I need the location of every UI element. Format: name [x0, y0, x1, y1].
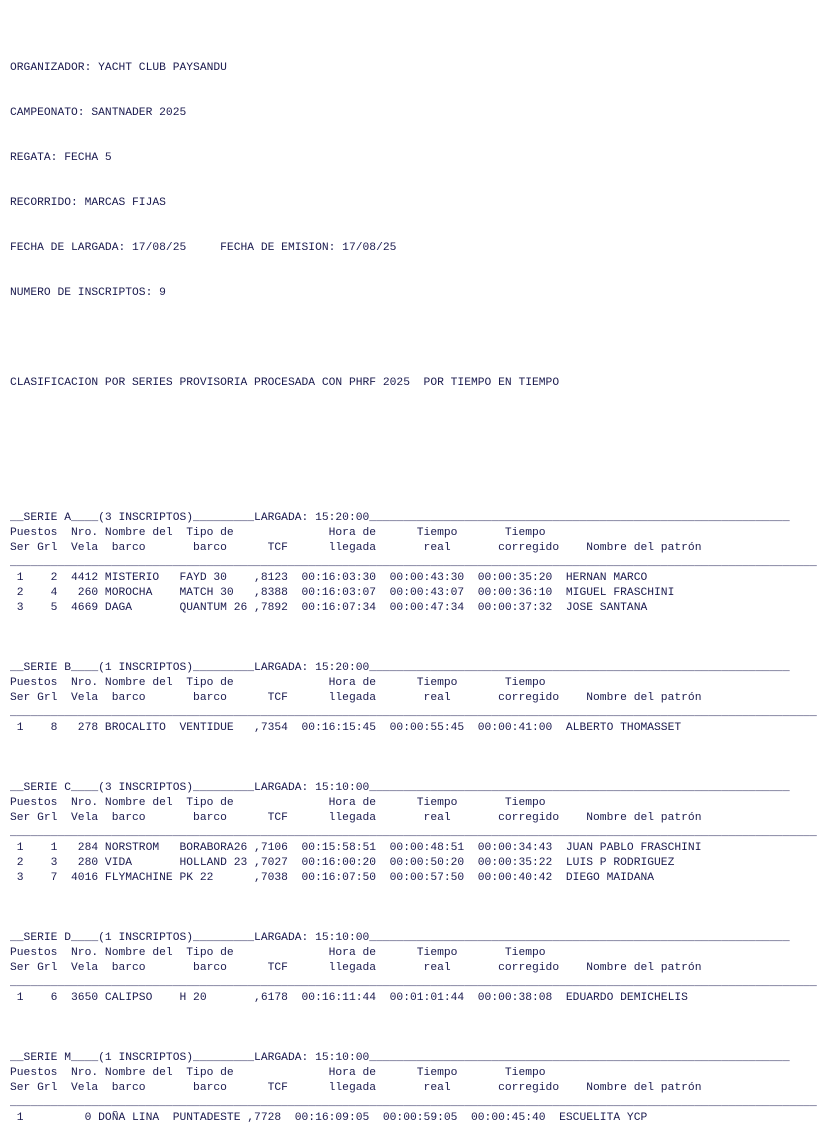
- column-header-line2: Ser Grl Vela barco barco TCF llegada real corregido Nombre del patrón: [10, 542, 702, 554]
- organizer-line: ORGANIZADOR: YACHT CLUB PAYSANDU: [10, 62, 227, 74]
- championship-line: CAMPEONATO: SANTNADER 2025: [10, 107, 187, 119]
- entries-count-line: NUMERO DE INSCRIPTOS: 9: [10, 287, 166, 299]
- series-block: [10, 661, 837, 781]
- spacer: [10, 466, 837, 481]
- column-header-line1: Puestos Nro. Nombre del Tipo de Hora de Tiempo Tiempo: [10, 797, 546, 809]
- series-block: [10, 931, 837, 1051]
- column-header-line2: Ser Grl Vela barco barco TCF llegada real corregido Nombre del patrón: [10, 812, 702, 824]
- spacer: [10, 766, 837, 781]
- spacer: [10, 736, 837, 751]
- classification-line: CLASIFICACION POR SERIES PROVISORIA PROCESADA CON PHRF 2025 POR TIEMPO EN TIEMPO: [10, 377, 560, 389]
- rule-line: _______________________________________________________________________________________________________________________: [10, 977, 817, 989]
- dates-line: FECHA DE LARGADA: 17/08/25 FECHA DE EMISION: 17/08/25: [10, 242, 397, 254]
- spacer: [10, 331, 837, 346]
- column-header-line1: Puestos Nro. Nombre del Tipo de Hora de Tiempo Tiempo: [10, 947, 546, 959]
- column-header-line2: Ser Grl Vela barco barco TCF llegada real corregido Nombre del patrón: [10, 962, 702, 974]
- spacer: [10, 646, 837, 661]
- rule-line: _______________________________________________________________________________________________________________________: [10, 707, 817, 719]
- rule-line: _______________________________________________________________________________________________________________________: [10, 1097, 817, 1109]
- column-header-line1: Puestos Nro. Nombre del Tipo de Hora de Tiempo Tiempo: [10, 527, 546, 539]
- column-header-line1: Puestos Nro. Nombre del Tipo de Hora de Tiempo Tiempo: [10, 1067, 546, 1079]
- series-block: [10, 511, 837, 661]
- series-title: __SERIE D____(1 INSCRIPTOS)_________LARGADA: 15:10:00______________________________________________________________: [10, 932, 790, 944]
- result-row: 1 2 4412 MISTERIO FAYD 30 ,8123 00:16:03:30 00:00:43:30 00:00:35:20 HERNAN MARCO: [10, 572, 648, 584]
- spacer: [10, 901, 837, 916]
- regatta-line: REGATA: FECHA 5: [10, 152, 112, 164]
- column-header-line1: Puestos Nro. Nombre del Tipo de Hora de Tiempo Tiempo: [10, 677, 546, 689]
- column-header-line2: Ser Grl Vela barco barco TCF llegada real corregido Nombre del patrón: [10, 692, 702, 704]
- result-row: 2 4 260 MOROCHA MATCH 30 ,8388 00:16:03:07 00:00:43:07 00:00:36:10 MIGUEL FRASCHINI: [10, 587, 675, 599]
- course-line: RECORRIDO: MARCAS FIJAS: [10, 197, 166, 209]
- series-title: __SERIE M____(1 INSCRIPTOS)_________LARGADA: 15:10:00______________________________________________________________: [10, 1052, 790, 1064]
- result-row: 3 7 4016 FLYMACHINE PK 22 ,7038 00:16:07:50 00:00:57:50 00:00:40:42 DIEGO MAIDANA: [10, 872, 655, 884]
- rule-line: _______________________________________________________________________________________________________________________: [10, 557, 817, 569]
- series-title: __SERIE A____(3 INSCRIPTOS)_________LARGADA: 15:20:00______________________________________________________________: [10, 512, 790, 524]
- spacer: [10, 631, 837, 646]
- regatta-results-document: [10, 31, 837, 1141]
- series-title: __SERIE C____(3 INSCRIPTOS)_________LARGADA: 15:10:00______________________________________________________________: [10, 782, 790, 794]
- spacer: [10, 916, 837, 931]
- series-container: [10, 511, 837, 1126]
- result-row: 1 6 3650 CALIPSO H 20 ,6178 00:16:11:44 00:01:01:44 00:00:38:08 EDUARDO DEMICHELIS: [10, 992, 688, 1004]
- result-row: 1 8 278 BROCALITO VENTIDUE ,7354 00:16:15:45 00:00:55:45 00:00:41:00 ALBERTO THOMASSET: [10, 722, 682, 734]
- spacer: [10, 616, 837, 631]
- spacer: [10, 1006, 837, 1021]
- result-row: 2 3 280 VIDA HOLLAND 23 ,7027 00:16:00:20 00:00:50:20 00:00:35:22 LUIS P RODRIGUEZ: [10, 857, 675, 869]
- spacer: [10, 751, 837, 766]
- result-row: 3 5 4669 DAGA QUANTUM 26 ,7892 00:16:07:34 00:00:47:34 00:00:37:32 JOSE SANTANA: [10, 602, 648, 614]
- spacer: [10, 421, 837, 436]
- series-title: __SERIE B____(1 INSCRIPTOS)_________LARGADA: 15:20:00______________________________________________________________: [10, 662, 790, 674]
- spacer: [10, 1021, 837, 1036]
- spacer: [10, 1036, 837, 1051]
- series-block: [10, 781, 837, 931]
- result-row: 1 0 DOÑA LINA PUNTADESTE ,7728 00:16:09:05 00:00:59:05 00:00:45:40 ESCUELITA YCP: [10, 1112, 648, 1124]
- result-row: 1 1 284 NORSTROM BORABORA26 ,7106 00:15:58:51 00:00:48:51 00:00:34:43 JUAN PABLO FRASCHINI: [10, 842, 702, 854]
- column-header-line2: Ser Grl Vela barco barco TCF llegada real corregido Nombre del patrón: [10, 1082, 702, 1094]
- spacer: [10, 886, 837, 901]
- series-block: [10, 1051, 837, 1126]
- rule-line: _______________________________________________________________________________________________________________________: [10, 827, 817, 839]
